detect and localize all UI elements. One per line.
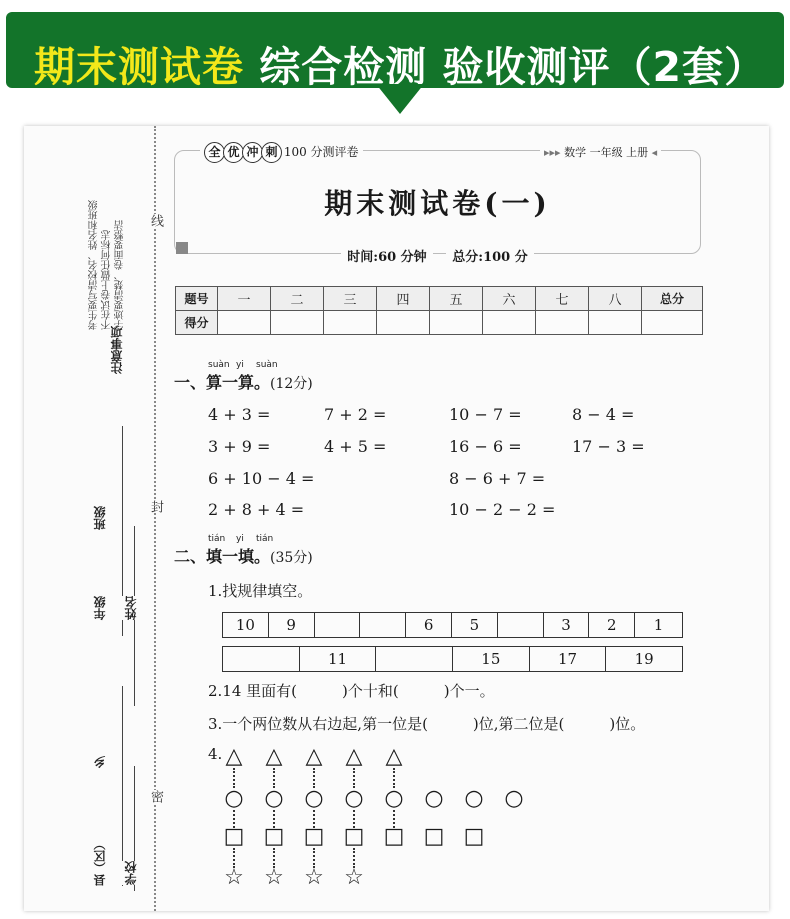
seq-cell	[376, 647, 453, 671]
column-header: 四	[377, 287, 430, 311]
cut-mark-seal: 封	[148, 500, 163, 513]
column-header: 五	[430, 287, 483, 311]
field-line	[122, 686, 123, 886]
seq-cell: 10	[223, 613, 269, 637]
seq-cell	[360, 613, 406, 637]
score-cell	[430, 311, 483, 335]
dotted-connector	[233, 768, 235, 788]
column-header: 二	[271, 287, 324, 311]
name-label: 姓名	[124, 596, 138, 620]
equation: 2 + 8 + 4 =	[208, 500, 305, 519]
triangle-shape: △	[225, 744, 243, 769]
section2-heading	[174, 544, 313, 567]
score-cell	[642, 311, 703, 335]
notes-text	[88, 140, 127, 330]
dotted-connector	[273, 848, 275, 868]
seq-cell	[315, 613, 361, 637]
section1-heading	[174, 370, 313, 393]
row-label: 题号	[176, 287, 218, 311]
section-number: 一、	[174, 373, 207, 392]
question-3: 3.一个两位数从右边起,第一位是( )位,第二位是( )位。	[208, 715, 646, 733]
seq-cell: 9	[269, 613, 315, 637]
subject-text: 数学 一年级 上册	[564, 146, 649, 159]
notes-title: 注意事项	[110, 326, 124, 374]
circle-shape: ○	[424, 786, 444, 811]
time-limit: 时间:60 分钟	[341, 250, 432, 265]
dotted-connector	[313, 848, 315, 868]
equation: 10 − 2 − 2 =	[449, 500, 556, 519]
section-title: 填一填。	[206, 547, 271, 566]
exam-title: 期末测试卷(一)	[324, 187, 551, 220]
seq-cell	[498, 613, 544, 637]
question-4: 4.	[208, 745, 223, 763]
pinyin: suàn	[256, 360, 278, 370]
dotted-connector	[233, 848, 235, 868]
note-line: 不在试卷上做任何标志	[102, 230, 113, 330]
seq-cell: 17	[530, 647, 607, 671]
equation: 4 + 5 =	[324, 437, 387, 456]
star-shape: ☆	[264, 865, 284, 890]
pinyin: suàn	[208, 360, 230, 370]
note-line: 考生要写清校名、姓名和班级	[89, 200, 100, 330]
column-header: 七	[536, 287, 589, 311]
seq-cell: 11	[300, 647, 377, 671]
circle-shape: ○	[384, 786, 404, 811]
square-shape: □	[423, 824, 445, 849]
square-shape: □	[343, 824, 365, 849]
badge-char: 全	[204, 142, 225, 163]
score-table	[175, 286, 703, 335]
subject-info	[540, 144, 661, 160]
arrow-icon: ◂	[651, 146, 658, 159]
circle-shape: ○	[504, 786, 524, 811]
score-cell	[483, 311, 536, 335]
dotted-connector	[353, 768, 355, 788]
section-title: 算一算。	[206, 373, 271, 392]
total-score: 总分:100 分	[446, 250, 533, 265]
equation: 16 − 6 =	[449, 437, 522, 456]
dotted-connector	[273, 810, 275, 828]
equation: 10 − 7 =	[449, 405, 522, 424]
arrow-icon: ▸▸▸	[544, 146, 561, 159]
seq-cell: 1	[653, 616, 664, 634]
circle-shape: ○	[224, 786, 244, 811]
banner-pointer	[376, 84, 424, 114]
score-cell	[324, 311, 377, 335]
question-2: 2.14 里面有( )个十和( )个一。	[208, 682, 495, 700]
badge-char: 冲	[242, 142, 263, 163]
column-header: 一	[218, 287, 271, 311]
badge-char: 刺	[261, 142, 282, 163]
dotted-connector	[313, 768, 315, 788]
circle-shape: ○	[464, 786, 484, 811]
equation: 7 + 2 =	[324, 405, 387, 424]
triangle-shape: △	[305, 744, 323, 769]
section-points: (12分)	[270, 376, 313, 392]
score-cell	[271, 311, 324, 335]
triangle-shape: △	[385, 744, 403, 769]
school-label: 学校	[124, 861, 138, 885]
sequence-row-1	[222, 612, 683, 638]
equation: 8 − 4 =	[572, 405, 635, 424]
banner-rest: 综合检测 验收测评（2套）	[259, 43, 767, 91]
table-row	[176, 311, 703, 335]
dotted-connector	[393, 768, 395, 788]
star-shape: ☆	[224, 865, 244, 890]
dotted-connector	[353, 848, 355, 868]
circle-shape: ○	[264, 786, 284, 811]
cut-mark-line: 线	[148, 214, 163, 227]
equation: 3 + 9 =	[208, 437, 271, 456]
dotted-connector	[273, 768, 275, 788]
star-shape: ☆	[304, 865, 324, 890]
total-header: 总分	[642, 287, 703, 311]
sequence-row-2	[222, 646, 683, 672]
pinyin: tián	[256, 534, 274, 544]
badge-char: 优	[223, 142, 244, 163]
dotted-connector	[313, 810, 315, 828]
seq-cell: 2	[589, 613, 635, 637]
equation: 17 − 3 =	[572, 437, 645, 456]
column-header: 八	[589, 287, 642, 311]
seq-cell: 5	[452, 613, 498, 637]
pinyin: yi	[236, 534, 244, 544]
star-shape: ☆	[344, 865, 364, 890]
square-shape: □	[463, 824, 485, 849]
score-cell	[589, 311, 642, 335]
circle-shape: ○	[344, 786, 364, 811]
row-label: 得分	[176, 311, 218, 335]
table-row	[176, 287, 703, 311]
cut-mark-secret: 密	[148, 790, 163, 803]
question-1: 1.找规律填空。	[208, 582, 313, 600]
square-shape: □	[263, 824, 285, 849]
seq-cell: 15	[453, 647, 530, 671]
badge	[200, 142, 363, 163]
badge-suffix: 100 分测评卷	[283, 145, 359, 159]
class-label: 班级	[93, 506, 107, 530]
section-points: (35分)	[270, 550, 313, 566]
exam-paper	[24, 126, 769, 911]
pinyin: tián	[208, 534, 226, 544]
pinyin: yi	[236, 360, 244, 370]
circle-shape: ○	[304, 786, 324, 811]
triangle-shape: △	[345, 744, 363, 769]
equation: 8 − 6 + 7 =	[449, 469, 546, 488]
score-cell	[218, 311, 271, 335]
column-header: 三	[324, 287, 377, 311]
grade-label: 年级	[93, 596, 107, 620]
dotted-connector	[233, 810, 235, 828]
note-line: 字迹要清楚、卷面要整洁	[115, 220, 126, 330]
dotted-connector	[393, 810, 395, 828]
square-shape: □	[223, 824, 245, 849]
dotted-connector	[353, 810, 355, 828]
square-shape: □	[383, 824, 405, 849]
seq-cell: 19	[634, 650, 654, 668]
county-label: 县（区）	[93, 838, 107, 886]
column-header: 六	[483, 287, 536, 311]
score-cell	[536, 311, 589, 335]
square-shape: □	[303, 824, 325, 849]
seq-cell: 6	[406, 613, 452, 637]
exam-meta	[174, 246, 701, 265]
seq-cell	[223, 647, 300, 671]
section-number: 二、	[174, 547, 207, 566]
township-label: 乡	[93, 756, 107, 768]
score-cell	[377, 311, 430, 335]
triangle-shape: △	[265, 744, 283, 769]
equation: 6 + 10 − 4 =	[208, 469, 315, 488]
seq-cell: 3	[544, 613, 590, 637]
title-banner	[6, 12, 784, 91]
equation: 4 + 3 =	[208, 405, 271, 424]
banner-highlight: 期末测试卷	[34, 43, 244, 91]
